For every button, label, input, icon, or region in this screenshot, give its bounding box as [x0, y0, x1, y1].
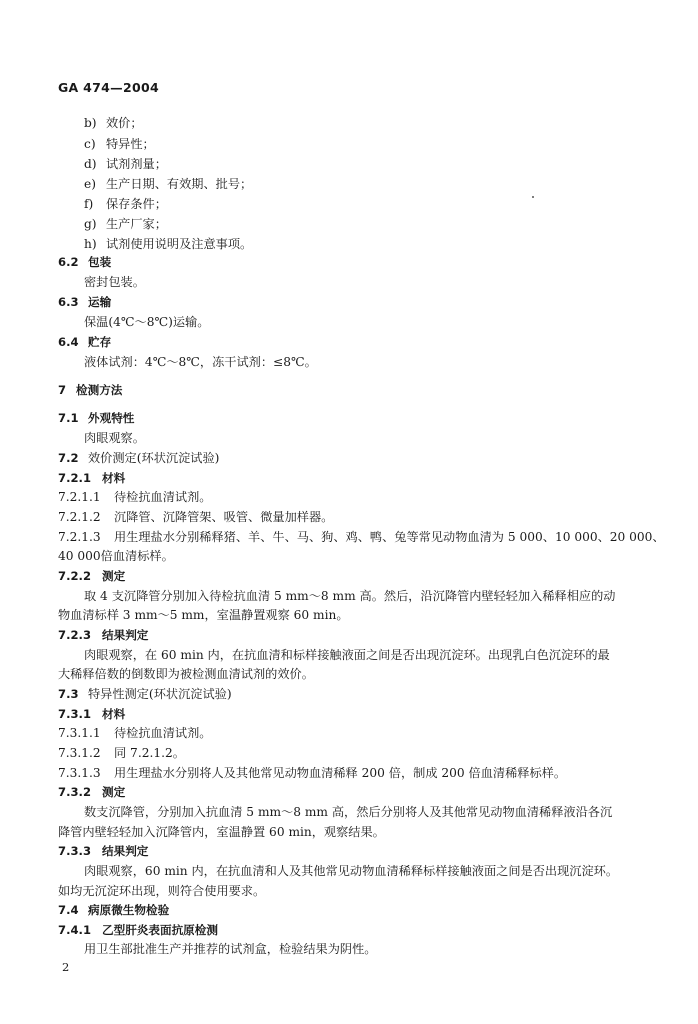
- paragraph: 肉眼观察，60 min 内，在抗血清和人及其他常见动物血清稀释标样接触液面之间是否出现沉淀环。: [84, 864, 619, 878]
- standard-header: GA 474—2004: [58, 80, 159, 95]
- speck: [532, 196, 534, 198]
- section-heading-7-3-2: 7.3.2 测定: [58, 785, 126, 799]
- section-heading-7-1: 7.1 外观特性: [58, 411, 135, 425]
- paragraph: 密封包装。: [84, 275, 145, 289]
- paragraph: 保温(4℃～8℃)运输。: [84, 315, 210, 329]
- section-heading-7-3-1: 7.3.1 材料: [58, 707, 126, 721]
- paragraph: 用卫生部批准生产并推荐的试剂盒，检验结果为阴性。: [84, 942, 377, 956]
- list-item: e) 生产日期、有效期、批号；: [84, 177, 253, 191]
- section-heading-6-2: 6.2 包装: [58, 255, 112, 269]
- paragraph: 肉眼观察，在 60 min 内，在抗血清和标样接触液面之间是否出现沉淀环。出现乳白色沉淀环的最: [84, 648, 610, 662]
- paragraph: 如均无沉淀环出现，则符合使用要求。: [58, 884, 266, 898]
- section-heading-7-4: 7.4 病原微生物检验: [58, 903, 170, 917]
- paragraph: 降管内壁轻轻加入沉降管内，室温静置 60 min，观察结果。: [58, 825, 385, 839]
- section-heading-7-2-3: 7.2.3 结果判定: [58, 628, 149, 642]
- page-number: 2: [62, 960, 70, 974]
- list-item: c) 特异性；: [84, 137, 155, 151]
- list-item: b) 效价；: [84, 116, 143, 130]
- paragraph: 物血清标样 3 mm～5 mm，室温静置观察 60 min。: [58, 608, 349, 622]
- paragraph: 大稀释倍数的倒数即为被检测血清试剂的效价。: [58, 667, 314, 681]
- clause-7-2-1-1: 7.2.1.1 待检抗血清试剂。: [58, 490, 212, 504]
- section-heading-7-4-1: 7.4.1 乙型肝炎表面抗原检测: [58, 923, 218, 937]
- section-heading-7-2-1: 7.2.1 材料: [58, 471, 126, 485]
- list-item: h) 试剂使用说明及注意事项。: [84, 237, 253, 251]
- list-item: d) 试剂剂量；: [84, 157, 167, 171]
- paragraph: 数支沉降管，分别加入抗血清 5 mm～8 mm 高，然后分别将人及其他常见动物血清稀释液沿各沉: [84, 805, 613, 819]
- section-heading-7-2: 7.2 效价测定(环状沉淀试验): [58, 451, 220, 465]
- clause-7-3-1-1: 7.3.1.1 待检抗血清试剂。: [58, 726, 212, 740]
- paragraph: 取 4 支沉降管分别加入待检抗血清 5 mm～8 mm 高。然后，沿沉降管内壁轻轻加入稀释相应的动: [84, 589, 616, 603]
- list-item: g) 生产厂家；: [84, 217, 167, 231]
- section-heading-7-2-2: 7.2.2 测定: [58, 569, 126, 583]
- clause-7-2-1-3: 7.2.1.3 用生理盐水分别稀释猪、羊、牛、马、狗、鸡、鸭、兔等常见动物血清为 5 000、10 000、20 000、: [58, 530, 665, 544]
- clause-7-3-1-2: 7.3.1.2 同 7.2.1.2。: [58, 746, 185, 760]
- section-heading-7: 7 检测方法: [58, 383, 123, 397]
- section-heading-7-3: 7.3 特异性测定(环状沉淀试验): [58, 687, 232, 701]
- paragraph: 肉眼观察。: [84, 431, 145, 445]
- paragraph: 液体试剂：4℃～8℃，冻干试剂：≤8℃。: [84, 355, 317, 369]
- section-heading-6-4: 6.4 贮存: [58, 335, 112, 349]
- clause-7-2-1-2: 7.2.1.2 沉降管、沉降管架、吸管、微量加样器。: [58, 510, 334, 524]
- clause-continuation: 40 000倍血清标样。: [58, 549, 174, 563]
- clause-7-3-1-3: 7.3.1.3 用生理盐水分别将人及其他常见动物血清稀释 200 倍，制成 200 倍血清稀释标样。: [58, 766, 567, 780]
- list-item: f) 保存条件；: [84, 197, 167, 211]
- section-heading-7-3-3: 7.3.3 结果判定: [58, 844, 149, 858]
- section-heading-6-3: 6.3 运输: [58, 295, 112, 309]
